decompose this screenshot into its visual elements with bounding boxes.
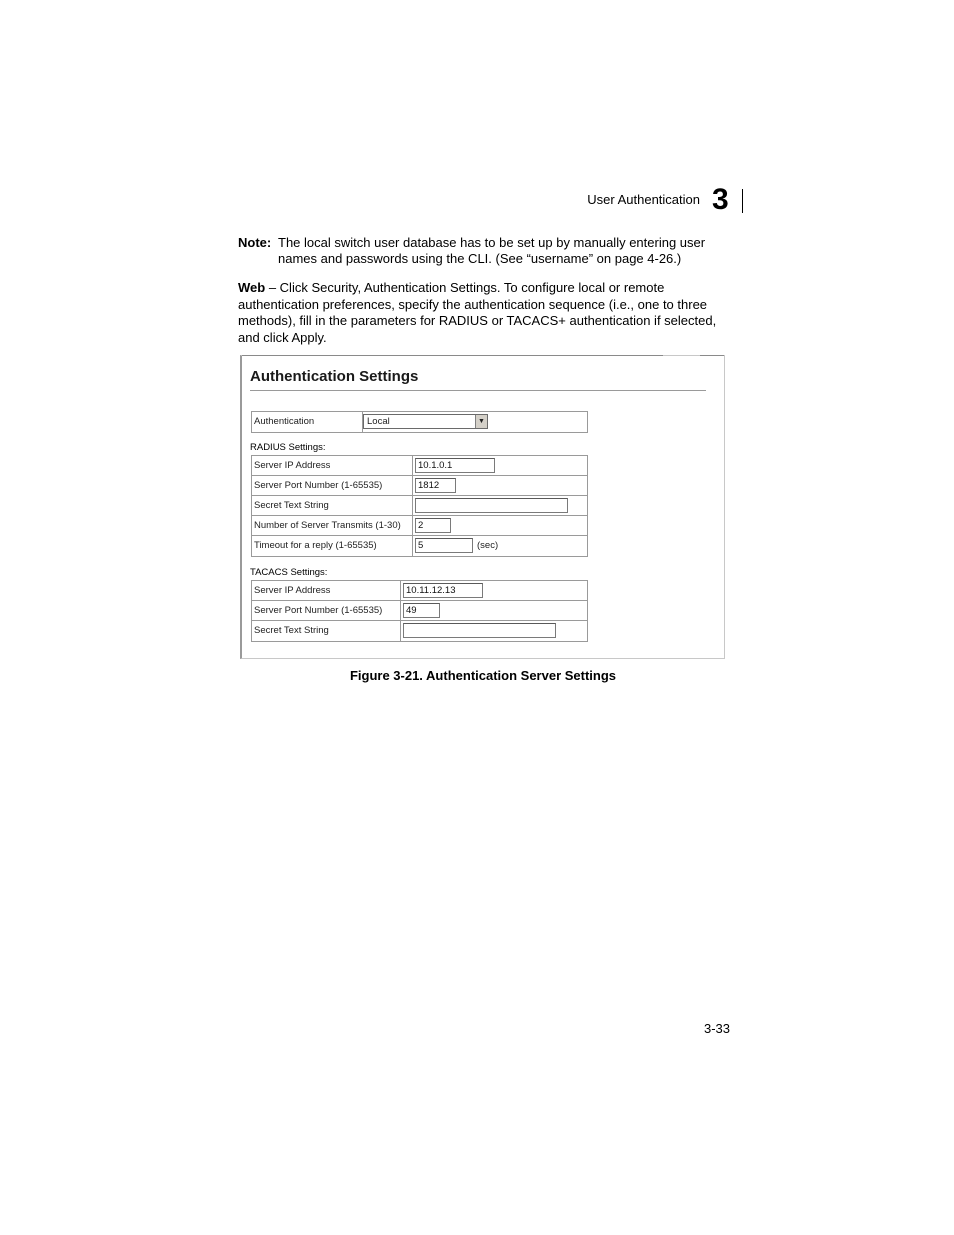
- radius-timeout-input[interactable]: 5: [415, 538, 473, 553]
- authentication-label: Authentication: [252, 412, 363, 432]
- chevron-down-icon[interactable]: ▼: [475, 415, 487, 428]
- page-number: 3-33: [703, 1021, 730, 1036]
- authentication-select[interactable]: [363, 414, 488, 429]
- tacacs-ip-input[interactable]: 10.11.12.13: [403, 583, 483, 598]
- tacacs-secret-label: Secret Text String: [252, 621, 401, 641]
- tacacs-settings-table: [251, 580, 588, 642]
- instruction-paragraph: [238, 280, 733, 346]
- radius-caption: RADIUS Settings:: [250, 442, 326, 453]
- authentication-value: Local: [367, 416, 390, 427]
- chapter-number: 3: [712, 183, 729, 216]
- tacacs-caption: TACACS Settings:: [250, 567, 328, 578]
- radius-secret-label: Secret Text String: [252, 496, 413, 515]
- table-row: [252, 476, 587, 496]
- tacacs-port-label: Server Port Number (1-65535): [252, 601, 401, 620]
- table-row: [252, 456, 587, 476]
- frame-top-edge-right: [700, 355, 724, 356]
- note-text: The local switch user database has to be set up by manually entering user names and passwords using the CLI. (See “username” on page 4-26.): [278, 235, 706, 266]
- radius-port-input[interactable]: 1812: [415, 478, 456, 493]
- figure-caption: Figure 3-21. Authentication Server Settings: [349, 668, 617, 683]
- radius-ip-label: Server IP Address: [252, 456, 413, 475]
- tacacs-secret-input[interactable]: [403, 623, 556, 638]
- table-row: [252, 621, 587, 641]
- radius-timeout-label: Timeout for a reply (1-65535): [252, 536, 413, 556]
- tacacs-ip-label: Server IP Address: [252, 581, 401, 600]
- note-label: Note:: [238, 235, 272, 250]
- authentication-table: [251, 411, 588, 433]
- radius-transmits-input[interactable]: 2: [415, 518, 451, 533]
- radius-port-label: Server Port Number (1-65535): [252, 476, 413, 495]
- radius-transmits-label: Number of Server Transmits (1-30): [252, 516, 413, 535]
- frame-top-edge: [242, 355, 663, 356]
- running-header-title: User Authentication: [587, 192, 700, 207]
- radius-secret-input[interactable]: [415, 498, 568, 513]
- timeout-unit: (sec): [477, 540, 499, 551]
- table-row: [252, 581, 587, 601]
- instruction-text: – Click Security, Authentication Settings. To configure local or remote authentication preferences, specify the authentication sequence (i.e., one to three methods), fill in the parameters for RADIUS or TACACS+ authentication if selected, and click Apply.: [238, 280, 717, 345]
- header-divider: [742, 189, 743, 213]
- radius-settings-table: [251, 455, 588, 557]
- panel-title-rule: [250, 390, 706, 391]
- authentication-row: [252, 412, 587, 432]
- web-lead: Web: [238, 280, 266, 295]
- table-row: [252, 536, 587, 556]
- table-row: [252, 516, 587, 536]
- radius-ip-input[interactable]: 10.1.0.1: [415, 458, 495, 473]
- table-row: [252, 496, 587, 516]
- panel-title: Authentication Settings: [250, 368, 419, 385]
- table-row: [252, 601, 587, 621]
- tacacs-port-input[interactable]: 49: [403, 603, 440, 618]
